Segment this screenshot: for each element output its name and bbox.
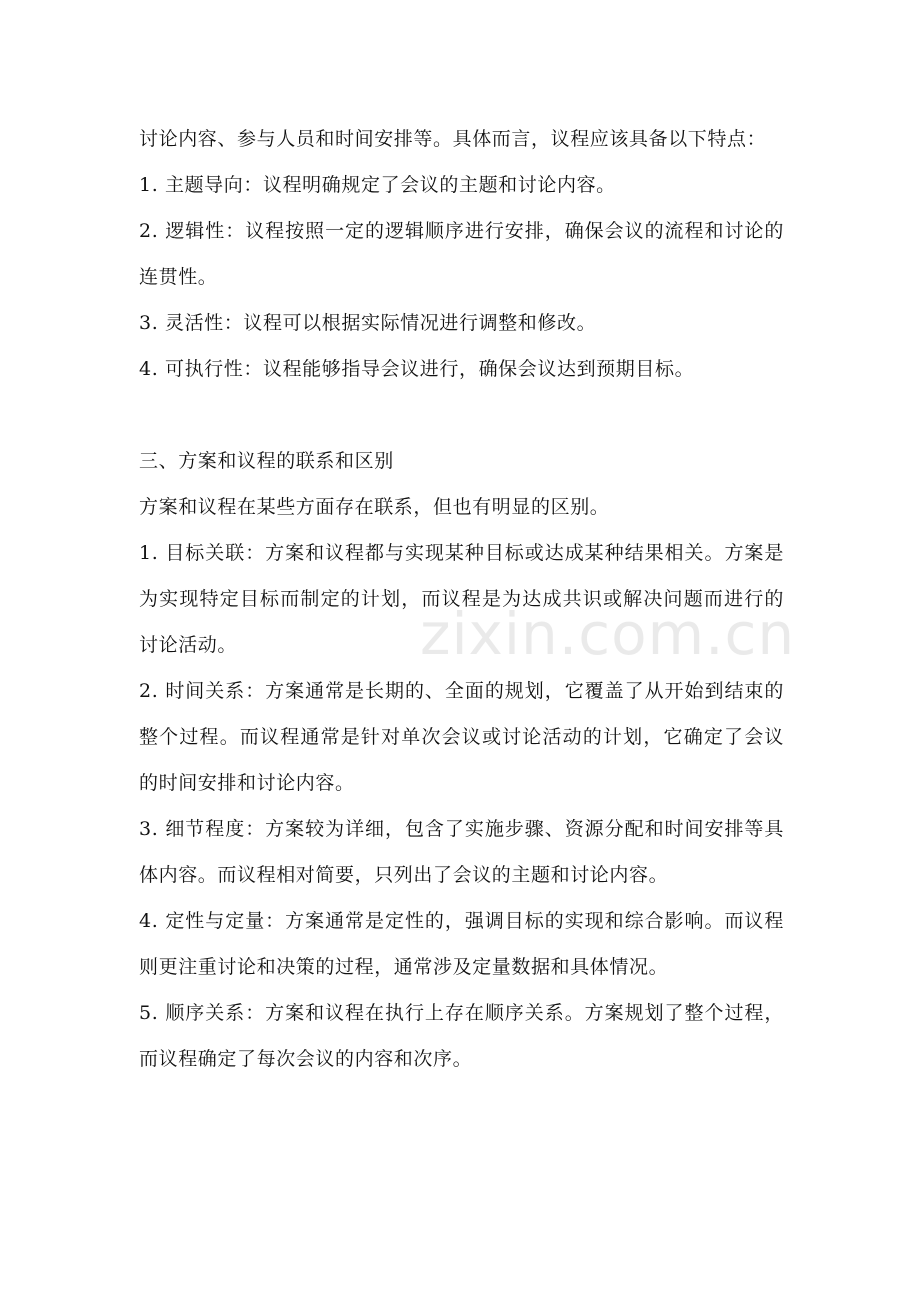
- document-body: [139, 116, 784, 1082]
- section-item-2: 2. 时间关系：方案通常是长期的、全面的规划，它覆盖了从开始到结束的整个过程。而议程通常是针对单次会议或讨论活动的计划，它确定了会议的时间安排和讨论内容。: [139, 680, 784, 794]
- blank-line: [139, 392, 784, 438]
- section-item-5: 5. 顺序关系：方案和议程在执行上存在顺序关系。方案规划了整个过程，而议程确定了每次会议的内容和次序。: [139, 1002, 784, 1070]
- section-item-3: 3. 细节程度：方案较为详细，包含了实施步骤、资源分配和时间安排等具体内容。而议程相对简要，只列出了会议的主题和讨论内容。: [139, 818, 784, 886]
- paragraph-continued: 讨论内容、参与人员和时间安排等。具体而言，议程应该具备以下特点：: [139, 128, 767, 150]
- watermark: zixin.com.cn: [420, 600, 796, 668]
- section-item-1: 1. 目标关联：方案和议程都与实现某种目标或达成某种结果相关。方案是为实现特定目标而制定的计划，而议程是为达成共识或解决问题而进行的讨论活动。: [139, 542, 784, 656]
- section-item-4: 4. 定性与定量：方案通常是定性的，强调目标的实现和综合影响。而议程则更注重讨论和决策的过程，通常涉及定量数据和具体情况。: [139, 910, 784, 978]
- list-item-3-flexibility: 3. 灵活性：议程可以根据实际情况进行调整和修改。: [139, 312, 597, 334]
- list-item-2-logic: 2. 逻辑性：议程按照一定的逻辑顺序进行安排，确保会议的流程和讨论的连贯性。: [139, 220, 784, 288]
- list-item-4-executability: 4. 可执行性：议程能够指导会议进行，确保会议达到预期目标。: [139, 358, 695, 380]
- list-item-1-topic: 1. 主题导向：议程明确规定了会议的主题和讨论内容。: [139, 174, 616, 196]
- section-heading: 三、方案和议程的联系和区别: [139, 450, 394, 472]
- section-intro: 方案和议程在某些方面存在联系，但也有明显的区别。: [139, 496, 610, 518]
